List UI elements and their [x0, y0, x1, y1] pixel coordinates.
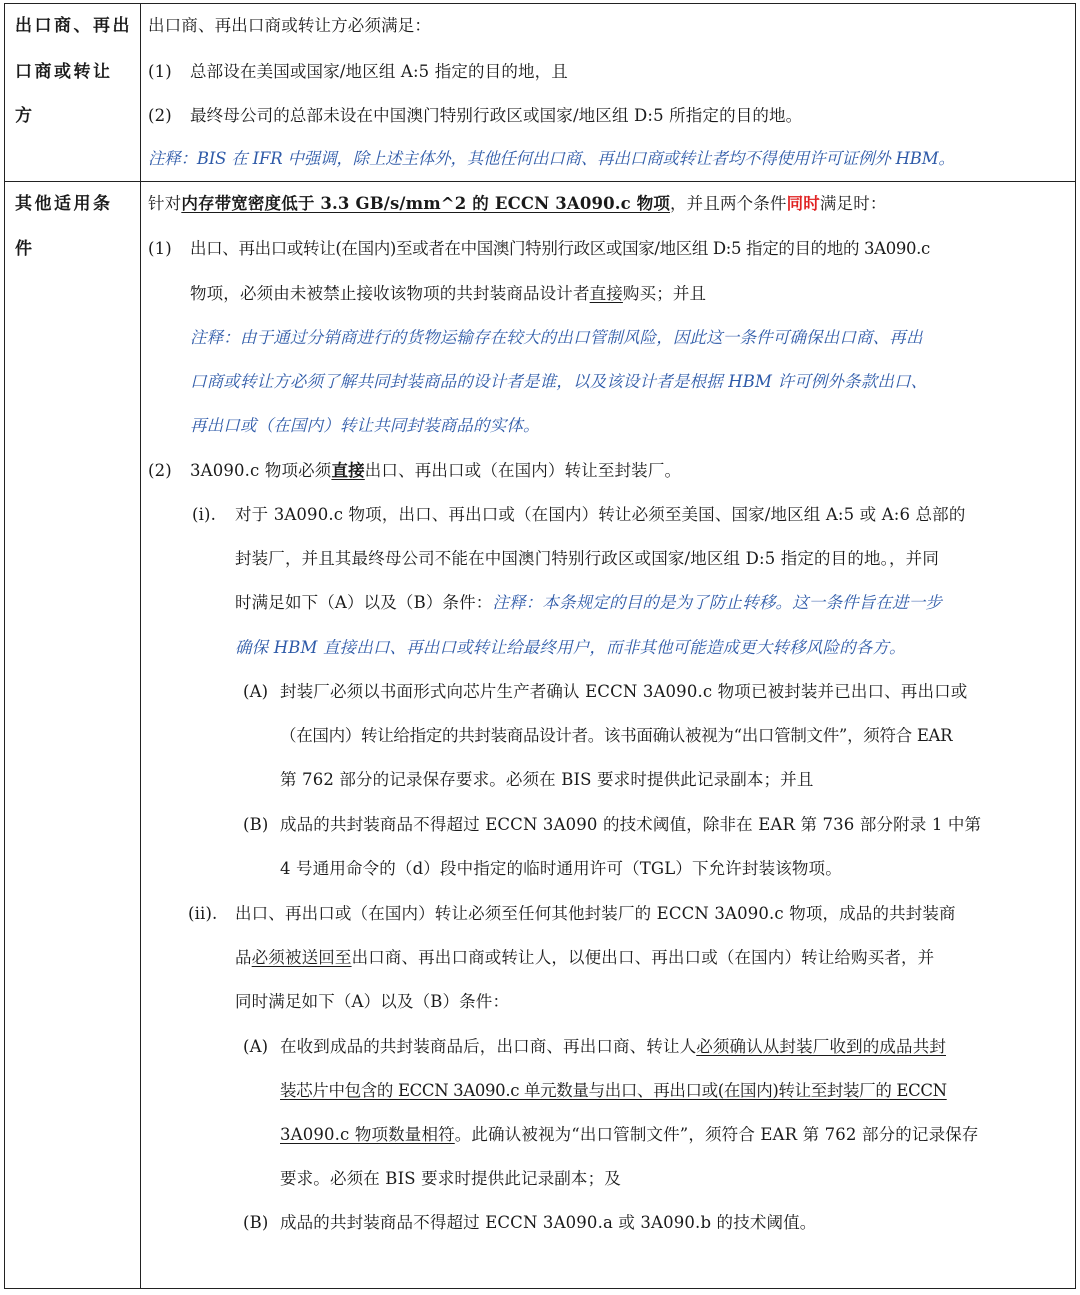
sub-ii-A-line-3: 3A090.c 物项数量相符。此确认被视为“出口管制文件”，须符合 EAR 第 762 部分的记录保存: [280, 1125, 979, 1144]
sub-i-line-1: 对于 3A090.c 物项，出口、再出口或（在国内）转让必须至美国、国家/地区组 A:5 或 A:6 总部的: [235, 505, 966, 524]
sub-ii-B-text: 成品的共封装商品不得超过 ECCN 3A090.a 或 3A090.b 的技术阈值。: [280, 1213, 817, 1232]
cond2-line: 3A090.c 物项必须直接出口、再出口或（在国内）转让至封装厂。: [190, 461, 682, 480]
row1-note: 注释：BIS 在 IFR 中强调，除上述主体外，其他任何出口商、再出口商或转让者均不得使用许可证例外 HBM。: [148, 149, 955, 168]
row2-intro: 针对内存带宽密度低于 3.3 GB/s/mm^2 的 ECCN 3A090.c 物项，并且两个条件同时满足时：: [148, 194, 887, 213]
row1-label-line-2: 口商或转让: [15, 62, 113, 82]
sub-i-note-line-2: 确保 HBM 直接出口、再出口或转让给最终用户，而非其他可能造成更大转移风险的各方。: [235, 638, 906, 657]
sub-ii-B-number: (B): [243, 1213, 269, 1232]
row1-intro: 出口商、再出口商或转让方必须满足：: [148, 16, 432, 35]
row2-intro-scope: 内存带宽密度低于 3.3 GB/s/mm^2 的 ECCN 3A090.c 物项: [181, 194, 671, 213]
cond1-number: (1): [148, 239, 172, 258]
cond1-line-2: 物项，必须由未被禁止接收该物项的共封装商品设计者直接购买；并且: [190, 284, 707, 303]
sub-i-A-number: (A): [243, 682, 269, 701]
row-divider: [5, 181, 1075, 182]
cond2-number: (2): [148, 461, 172, 480]
sub-i-A-line-2: （在国内）转让给指定的共封装商品设计者。该书面确认被视为“出口管制文件”，须符合 EAR: [280, 726, 953, 745]
sub-ii-number: (ii).: [188, 904, 218, 923]
row1-item2-text: 最终母公司的总部未设在中国澳门特别行政区或国家/地区组 D:5 所指定的目的地。: [190, 106, 803, 125]
sub-i-number: (i).: [192, 505, 216, 524]
cond1-note-line-2: 口商或转让方必须了解共同封装商品的设计者是谁，以及该设计者是根据 HBM 许可例外条款出口、: [190, 372, 928, 391]
sub-i-line-3: 时满足如下（A）以及（B）条件：注释：本条规定的目的是为了防止转移。这一条件旨在进一步: [235, 593, 943, 612]
sub-ii-line-2: 品必须被送回至出口商、再出口商或转让人，以便出口、再出口或（在国内）转让给购买者，并: [235, 948, 935, 967]
sub-i-A-line-1: 封装厂必须以书面形式向芯片生产者确认 ECCN 3A090.c 物项已被封装并已出口、再出口或: [280, 682, 968, 701]
sub-i-line-2: 封装厂，并且其最终母公司不能在中国澳门特别行政区或国家/地区组 D:5 指定的目的地。，并同: [235, 549, 939, 568]
cond2-direct: 直接: [331, 461, 365, 480]
sub-i-B-line-2: 4 号通用命令的（d）段中指定的临时通用许可（TGL）下允许封装该物项。: [280, 859, 842, 878]
row2-label-line-1: 其他适用条: [15, 194, 113, 214]
cond1-direct: 直接: [589, 284, 623, 303]
sub-ii-line-3: 同时满足如下（A）以及（B）条件：: [235, 992, 510, 1011]
cond1-note-line-1: 注释：由于通过分销商进行的货物运输存在较大的出口管制风险，因此这一条件可确保出口商、再出: [190, 328, 923, 347]
row2-intro-simultaneous: 同时: [786, 194, 820, 213]
sub-ii-A-quantity: 3A090.c 物项数量相符: [280, 1125, 455, 1144]
sub-ii-A-line-1: 在收到成品的共封装商品后，出口商、再出口商、转让人必须确认从封装厂收到的成品共封: [280, 1037, 946, 1056]
sub-ii-A-confirm: 必须确认从封装厂收到的成品共封: [696, 1037, 946, 1056]
sub-ii-A-number: (A): [243, 1037, 269, 1056]
sub-ii-line-1: 出口、再出口或（在国内）转让必须至任何其他封装厂的 ECCN 3A090.c 物项，成品的共封装商: [235, 904, 956, 923]
sub-i-B-number: (B): [243, 815, 269, 834]
row1-item1-number: (1): [148, 62, 172, 81]
sub-ii-A-line-2: 装芯片中包含的 ECCN 3A090.c 单元数量与出口、再出口或(在国内)转让至封装厂的 ECCN: [280, 1081, 947, 1100]
row2-label-line-2: 件: [15, 239, 35, 259]
row1-label-line-3: 方: [15, 106, 35, 126]
sub-ii-A-line-4: 要求。必须在 BIS 要求时提供此记录副本；及: [280, 1169, 621, 1188]
sub-i-B-line-1: 成品的共封装商品不得超过 ECCN 3A090 的技术阈值，除非在 EAR 第 736 部分附录 1 中第: [280, 815, 982, 834]
cond1-line-1: 出口、再出口或转让(在国内)至或者在中国澳门特别行政区或国家/地区组 D:5 指定的目的地的 3A090.c: [190, 239, 930, 258]
cond1-note-line-3: 再出口或（在国内）转让共同封装商品的实体。: [190, 416, 540, 435]
sub-i-A-line-3: 第 762 部分的记录保存要求。必须在 BIS 要求时提供此记录副本；并且: [280, 770, 814, 789]
sub-i-note-start: 注释：本条规定的目的是为了防止转移。这一条件旨在进一步: [492, 593, 943, 612]
row1-item2-number: (2): [148, 106, 172, 125]
row1-label-line-1: 出口商、再出: [15, 16, 132, 36]
column-divider: [140, 4, 141, 1288]
row1-item1-text: 总部设在美国或国家/地区组 A:5 指定的目的地，且: [190, 62, 568, 81]
sub-ii-returned: 必须被送回至: [251, 948, 352, 967]
